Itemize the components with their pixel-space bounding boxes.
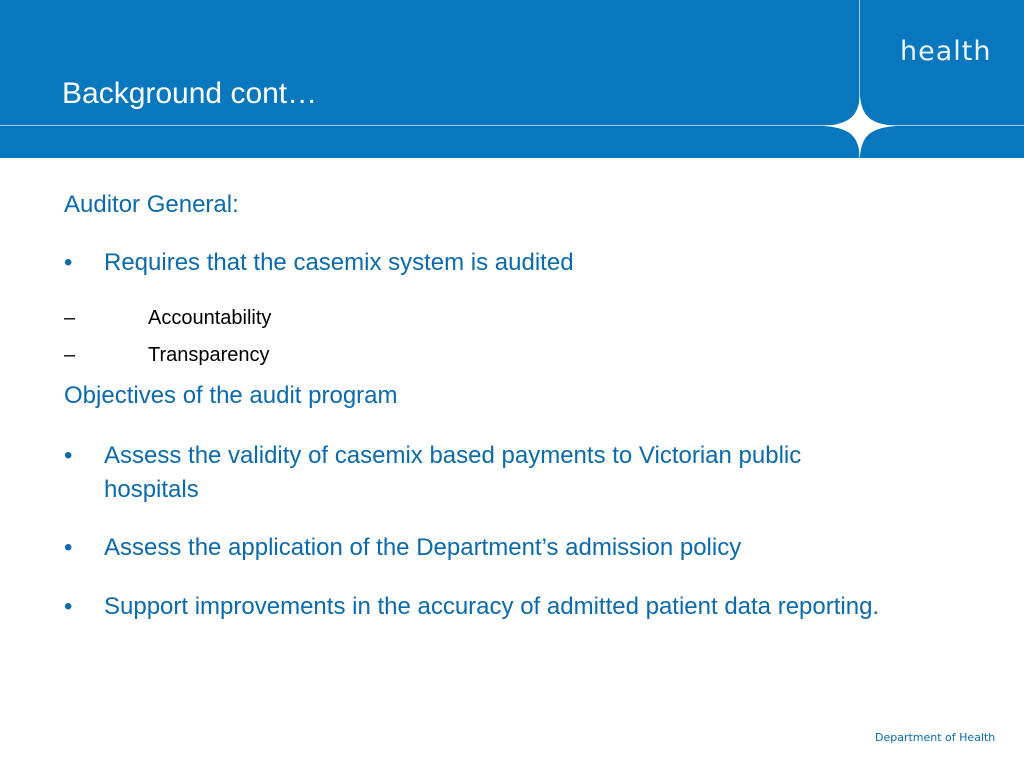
- header-banner: [0, 0, 1024, 158]
- bullet-marker: •: [64, 534, 73, 561]
- sub-point-text: Accountability: [148, 307, 272, 329]
- bullet-text: Assess the validity of casemix based payments to Victorian public hospitals: [104, 442, 802, 503]
- sub-point-marker: –: [64, 344, 76, 366]
- department-logo: Department of Health: [875, 731, 996, 744]
- bullet-item: [64, 531, 884, 565]
- slide-title: Background cont…: [62, 77, 318, 110]
- bullet-item: [64, 439, 884, 507]
- bullet-text: Assess the application of the Department’s admission policy: [104, 534, 742, 561]
- bullet-marker: •: [64, 249, 73, 276]
- sparkle-icon: [824, 96, 896, 156]
- bullet-marker: •: [64, 593, 73, 620]
- sub-point-marker: –: [64, 307, 76, 329]
- bullet-text: Support improvements in the accuracy of admitted patient data reporting.: [104, 593, 880, 620]
- bullet-text: Requires that the casemix system is audited: [104, 249, 574, 276]
- bullet-item: [64, 246, 884, 280]
- bullet-item: [64, 590, 884, 624]
- bullet-marker: •: [64, 442, 73, 469]
- section-heading-objectives: Objectives of the audit program: [64, 382, 398, 409]
- sub-point-text: Transparency: [148, 344, 270, 366]
- brand-wordmark: health: [900, 36, 992, 67]
- section-heading-auditor-general: Auditor General:: [64, 191, 239, 218]
